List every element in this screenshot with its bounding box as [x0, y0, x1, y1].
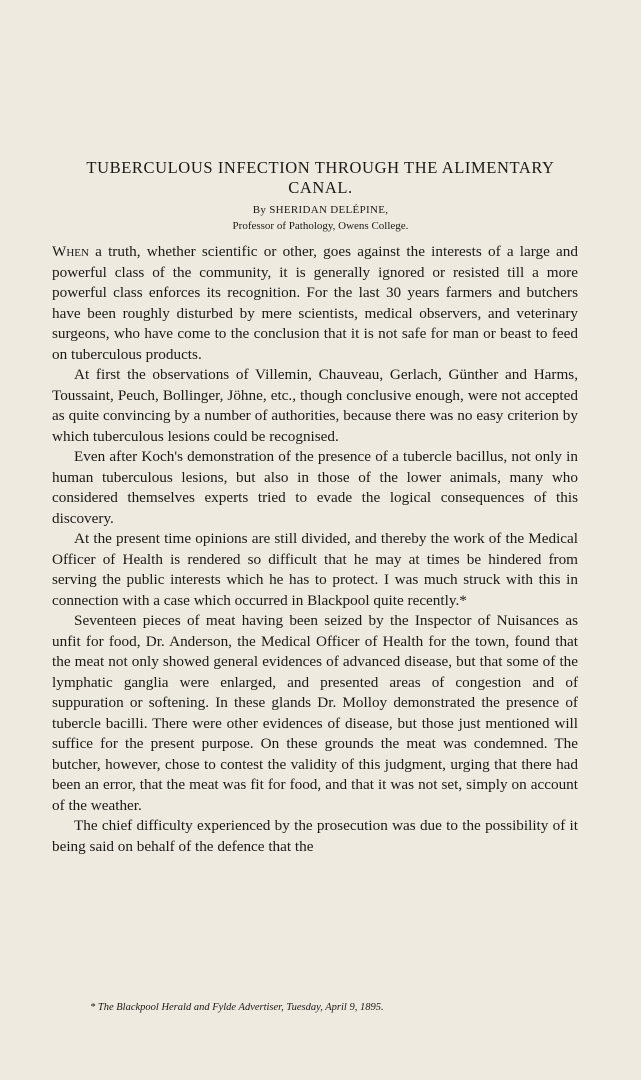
paragraph-2: At first the observations of Villemin, Chauveau, Gerlach, Günther and Harms, Toussaint, Peuch, Bollinger, Jöhne, etc., though conclusive enough, were not accepted as quite convincing by a number of authorities, because there was no easy criterion by which tuberculous lesions could be recognised. — [52, 366, 578, 445]
article-title — [40, 158, 601, 198]
paragraph-5: Seventeen pieces of meat having been seized by the Inspector of Nuisances as unfit for food, Dr. Anderson, the Medical Officer of Health for the town, found that the meat not only showed general evidences of advanced disease, but that some of the lymphatic ganglia were enlarged, and presented areas of congestion and of suppuration or softening. In these glands Dr. Molloy demonstrated the presence of tubercle bacilli. There were other evidences of disease, but those just mentioned will suffice for the present purpose. On these grounds the meat was condemned. The butcher, however, chose to contest the validity of this judgment, urging that there had been an error, that the meat was fit for food, and that it was not set, simply on account of the weather. — [52, 612, 578, 814]
paragraph-4: At the present time opinions are still divided, and thereby the work of the Medical Officer of Health is rendered so difficult that he may at times be hindered from serving the public interests which he has to protect. I was much struck with this in connection with a case which occurred in Blackpool quite recently.* — [52, 530, 578, 609]
paragraph-1-text: a truth, whether scientific or other, goes against the interests of a large and powerful class of the community, it is generally ignored or resisted till a more powerful class enforces its recognition. For the last 30 years farmers and butchers have been roughly disturbed by mere scientists, medical observers, and veterinary surgeons, who have come to the conclusion that it is not safe for man or beast to feed on tuberculous products. — [52, 243, 578, 363]
author-affiliation: Professor of Pathology, Owens College. — [232, 220, 409, 232]
paragraph-1 — [52, 242, 578, 365]
paragraph-1-lead: When — [52, 243, 89, 260]
article-body — [52, 242, 578, 857]
paragraph-6: The chief difficulty experienced by the prosecution was due to the possibility of it being said on behalf of the defence that the — [52, 817, 578, 855]
author-byline: By SHERIDAN DELÉPINE, — [252, 204, 389, 216]
title-line-2: CANAL. — [288, 178, 353, 197]
title-line-1: TUBERCULOUS INFECTION THROUGH THE ALIMENTARY — [86, 158, 555, 177]
paragraph-3: Even after Koch's demonstration of the presence of a tubercle bacillus, not only in human tuberculous lesions, but also in those of the lower animals, many who considered themselves experts tried to evade the logical consequences of this discovery. — [52, 448, 578, 527]
footnote: * The Blackpool Herald and Fylde Advertiser, Tuesday, April 9, 1895. — [90, 1002, 384, 1013]
